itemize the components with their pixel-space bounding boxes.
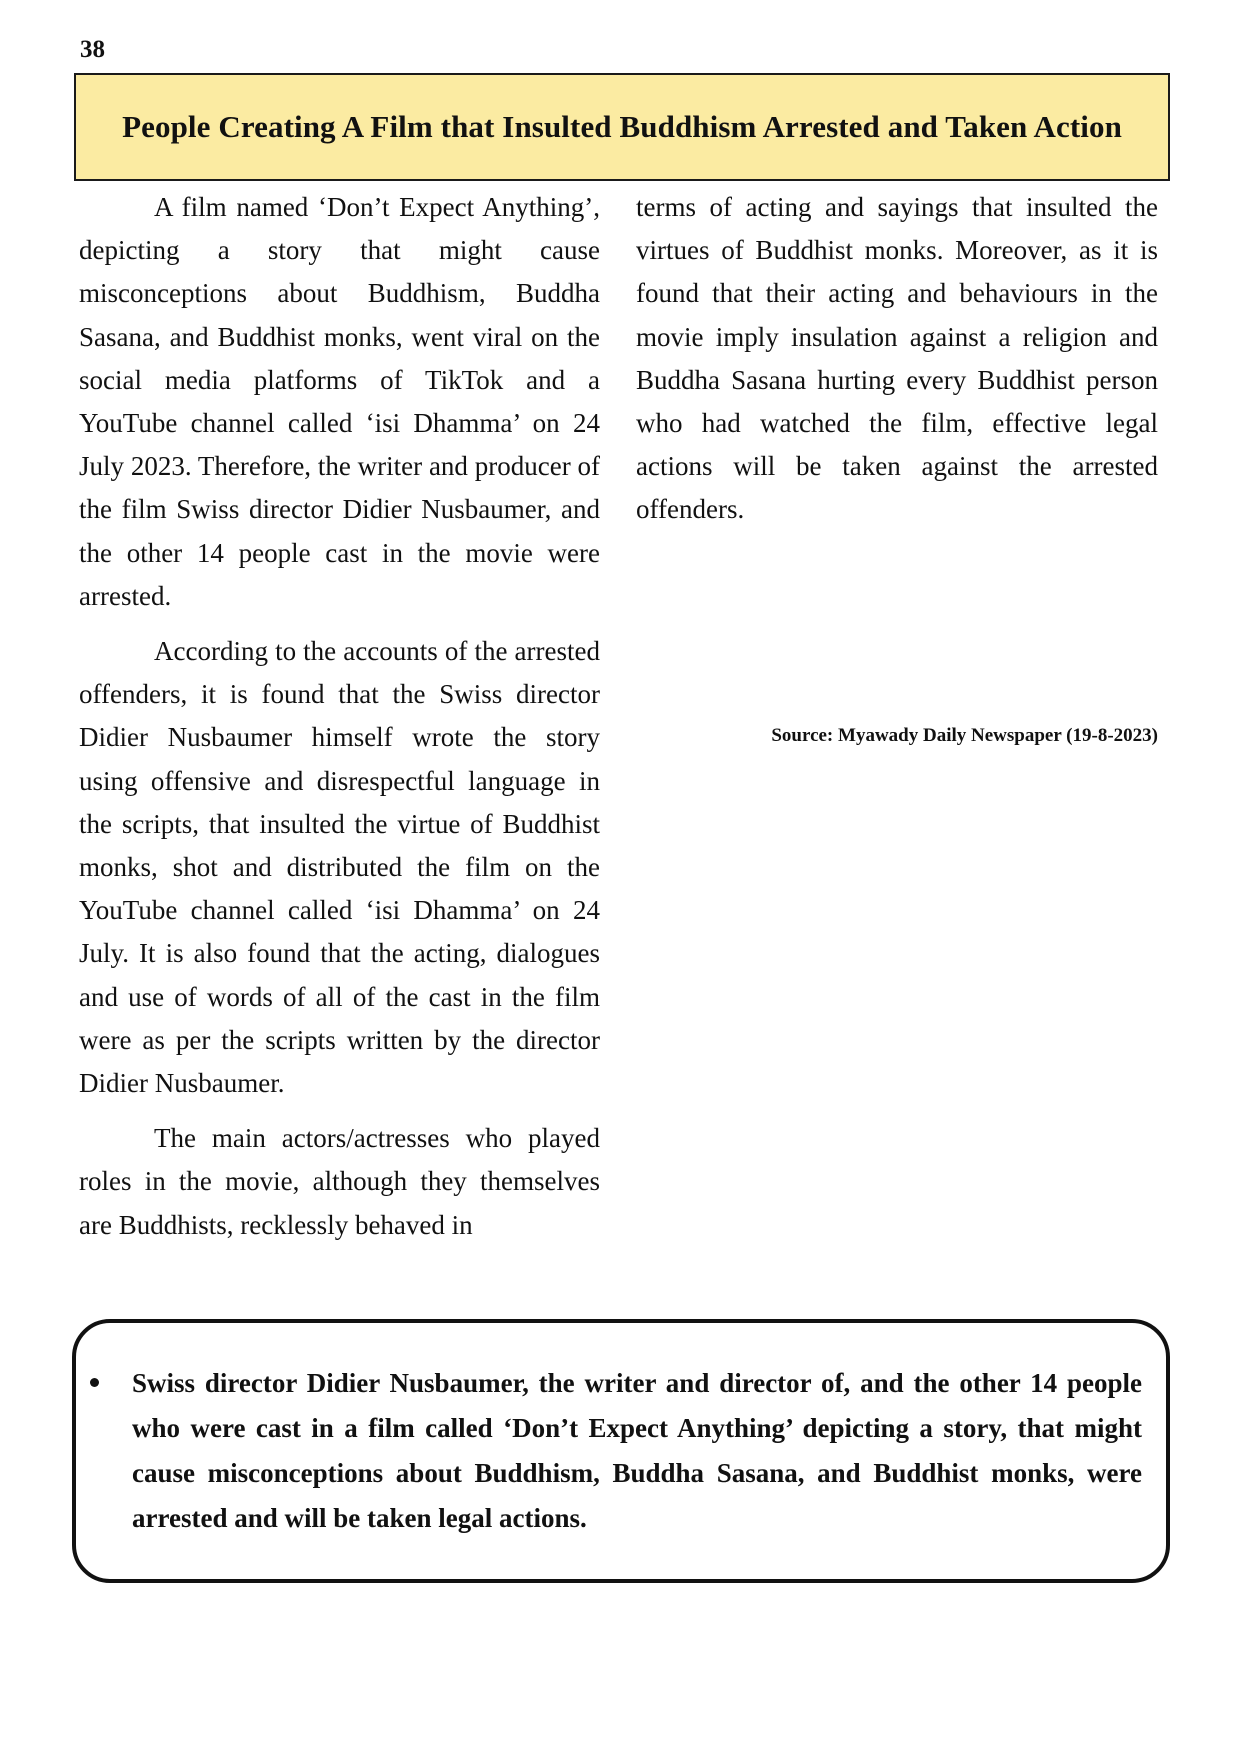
summary-box [72,1319,1170,1583]
article-paragraph-continued: terms of acting and sayings that insulted the virtues of Buddhist monks. Moreover, as it is found that their acting and behaviours in the movie imply insulation against a religion and Buddha Sasana hurting every Buddhist person who had watched the film, effective legal actions will be taken against the arrested offenders. [636,192,1158,525]
article-paragraph-2: According to the accounts of the arrested offenders, it is found that the Swiss director Didier Nusbaumer himself wrote the story using offensive and disrespectful language in the scripts, that insulted the virtue of Buddhist monks, shot and distributed the film on the YouTube channel called ‘isi Dhamma’ on 24 July. It is also found that the acting, dialogues and use of words of all of the cast in the film were as per the scripts written by the director Didier Nusbaumer. [79,636,600,1099]
page-number: 38 [80,36,105,63]
article-paragraph-3: The main actors/actresses who played roles in the movie, although they themselves are Buddhists, recklessly behaved in [79,1123,600,1240]
summary-text: Swiss director Didier Nusbaumer, the writer and director of, and the other 14 people who were cast in a film called ‘Don’t Expect Anything’ depicting a story, that might cause misconceptions about Buddhism, Buddha Sasana, and Buddhist monks, were arrested and will be taken legal actions. [132,1368,1142,1533]
right-column [636,186,1158,532]
title-banner [74,73,1170,181]
summary-item [132,1361,1142,1541]
bullet-icon [90,1378,99,1387]
article-paragraph-1: A film named ‘Don’t Expect Anything’, depicting a story that might cause misconceptions about Buddhism, Buddha Sasana, and Buddhist monks, went viral on the social media platforms of TikTok and a YouTube channel called ‘isi Dhamma’ on 24 July 2023. Therefore, the writer and producer of the film Swiss director Didier Nusbaumer, and the other 14 people cast in the movie were arrested. [79,192,600,611]
source-citation: Source: Myawady Daily Newspaper (19-8-2023) [771,725,1158,746]
summary-list [132,1361,1142,1541]
article-title: People Creating A Film that Insulted Buddhism Arrested and Taken Action [122,109,1122,144]
left-column [79,186,600,1247]
